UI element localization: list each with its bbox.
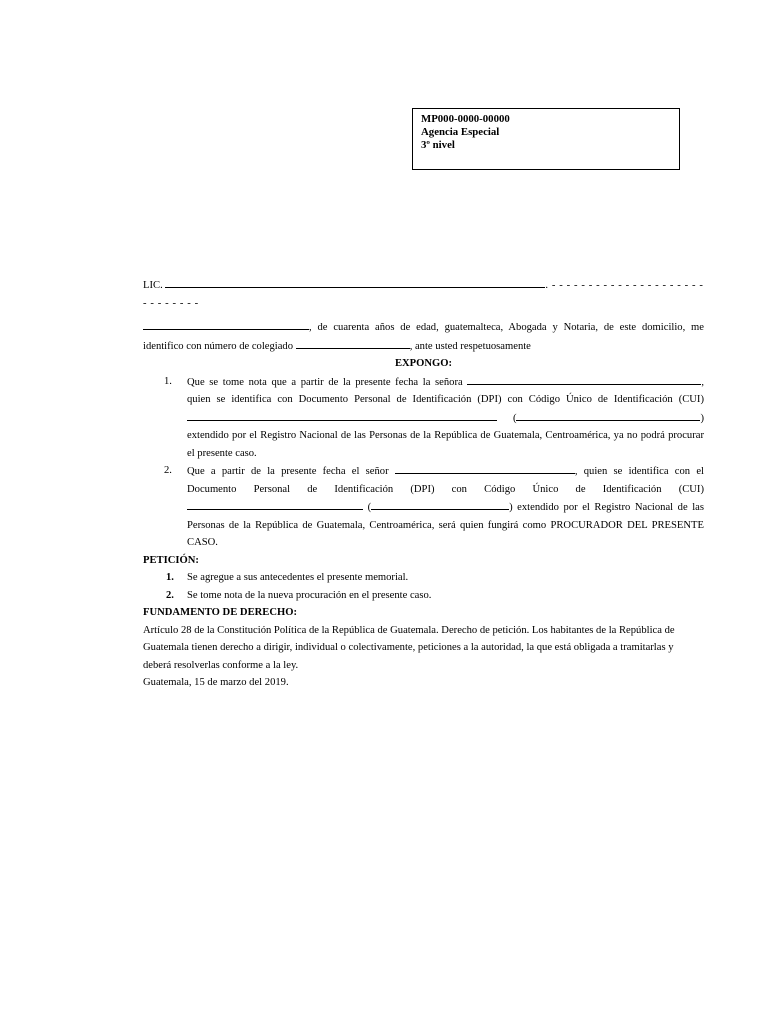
expongo-item-text: Que se tome nota que a partir de la presente fecha la señora — [187, 376, 463, 388]
peticion-heading: PETICIÓN: — [143, 554, 199, 566]
identification-paragraph — [143, 318, 704, 355]
lic-name-blank — [165, 276, 545, 288]
lic-line — [143, 276, 704, 312]
expongo-list — [143, 373, 704, 552]
peticion-item-text: Se agregue a sus antecedentes el presente memorial. — [187, 572, 409, 583]
memorial-body — [143, 276, 704, 692]
peticion-item-2 — [143, 587, 704, 605]
expongo-item-2 — [143, 462, 704, 552]
expongo-item-number: 2. — [164, 465, 172, 476]
agency-name: Agencia Especial — [421, 126, 500, 138]
name-blank — [143, 318, 309, 330]
case-number: MP000-0000-00000 — [421, 113, 510, 125]
colegiado-blank — [296, 337, 410, 349]
peticion-item-number: 2. — [166, 589, 174, 601]
expongo-item-1 — [143, 373, 704, 463]
expongo-item-text-3: ) extendido por el Registro Nacional de las Personas de la República de Guatemala, Centroamérica, ya no podrá procurar el presente caso. — [187, 412, 704, 459]
fundamento-text: Artículo 28 de la Constitución Política de la República de Guatemala. Derecho de petición. Los habitantes de la República de Guatemala tienen derecho a dirigir, individual o colectivamente, peticiones a la autoridad, la que está obligada a tramitarlas y deberá resolverlas conforme a la ley. — [143, 624, 675, 671]
cui-blank — [371, 498, 509, 510]
expongo-item-text: Que a partir de la presente fecha el señor — [187, 466, 389, 477]
fundamento-heading: FUNDAMENTO DE DERECHO: — [143, 607, 298, 618]
dpi-blank — [187, 409, 497, 421]
cui-blank — [516, 409, 700, 421]
senora-name-blank — [467, 373, 701, 385]
place-date: Guatemala, 15 de marzo del 2019. — [143, 677, 289, 688]
expongo-item-text-2: , quien se identifica con Documento Personal de Identificación (DPI) con Código Único de Identificación (CUI) — [187, 376, 705, 405]
expongo-item-text-2: , quien se identifica con el Documento Personal de Identificación (DPI) con Código Único de Identificación (CUI) — [187, 466, 704, 495]
peticion-list — [143, 569, 704, 604]
agency-level: 3º nivel — [421, 139, 455, 151]
senor-name-blank — [395, 462, 575, 474]
cui-open-paren: ( — [367, 502, 372, 513]
peticion-item-1 — [143, 569, 704, 587]
lic-dashes: . - - - - - - - - - - - - - - - - - - - - - - - - - - - - - — [143, 280, 704, 309]
lic-label: LIC. — [143, 280, 163, 291]
expongo-heading: EXPONGO: — [394, 358, 453, 369]
expongo-item-text-3: ) extendido por el Registro Nacional de las Personas de la República de Guatemala, Centroamérica, será quien fungirá como PROCURADOR DEL PRESENTE CASO. — [187, 502, 704, 548]
case-info-box — [412, 108, 680, 170]
cui-open-paren: ( — [512, 412, 517, 424]
peticion-item-text: Se tome nota de la nueva procuración en el presente caso. — [187, 589, 432, 601]
expongo-item-number: 1. — [164, 375, 172, 387]
identification-closing: , ante usted respetuosamente — [409, 340, 531, 352]
identification-text: , de cuarenta años de edad, guatemalteca, Abogada y Notaria, de este domicilio, me identifico con número de colegiado — [143, 322, 704, 352]
peticion-item-number: 1. — [166, 572, 174, 583]
dpi-blank — [187, 498, 363, 510]
